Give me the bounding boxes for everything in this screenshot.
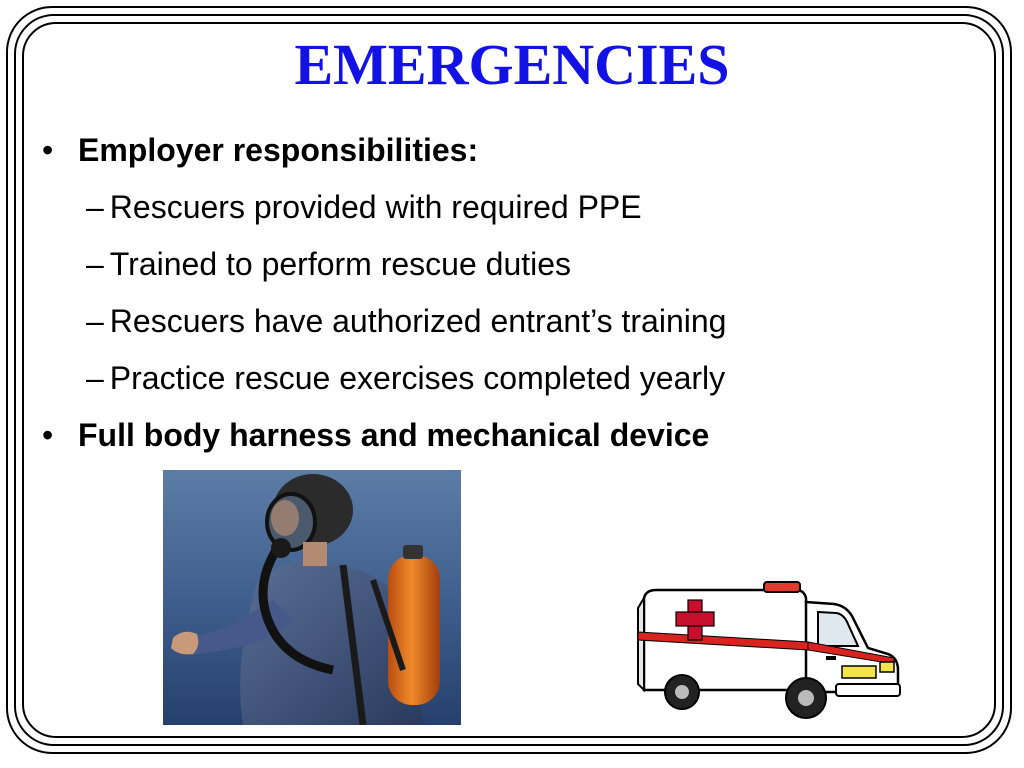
ambulance-icon (636, 580, 902, 726)
bullet-glyph: • (42, 132, 54, 168)
ambulance-image (636, 580, 902, 726)
dash-glyph: – (86, 303, 104, 339)
dash-glyph: – (86, 189, 104, 225)
sub-item-text: Rescuers provided with required PPE (109, 189, 642, 225)
sub-item-trained (40, 244, 980, 284)
rescuer-photo-icon (163, 470, 461, 725)
sub-item-ppe (40, 187, 980, 227)
rescuer-photo (163, 470, 461, 725)
sub-item-text: Practice rescue exercises completed yearly (109, 360, 726, 396)
bullet-item-full-body-harness (40, 415, 980, 455)
bullet-item-employer-responsibilities (40, 130, 980, 170)
dash-glyph: – (86, 246, 104, 282)
dash-glyph: – (86, 360, 104, 396)
bullet-text: Full body harness and mechanical device (78, 417, 710, 453)
sub-item-entrant-training (40, 301, 980, 341)
slide-title: EMERGENCIES (294, 32, 730, 97)
sub-item-practice (40, 358, 980, 398)
bullet-list (40, 130, 980, 472)
sub-item-text: Trained to perform rescue duties (109, 246, 572, 282)
bullet-glyph: • (42, 417, 54, 453)
bullet-text: Employer responsibilities: (78, 132, 479, 168)
sub-item-text: Rescuers have authorized entrant’s training (109, 303, 727, 339)
